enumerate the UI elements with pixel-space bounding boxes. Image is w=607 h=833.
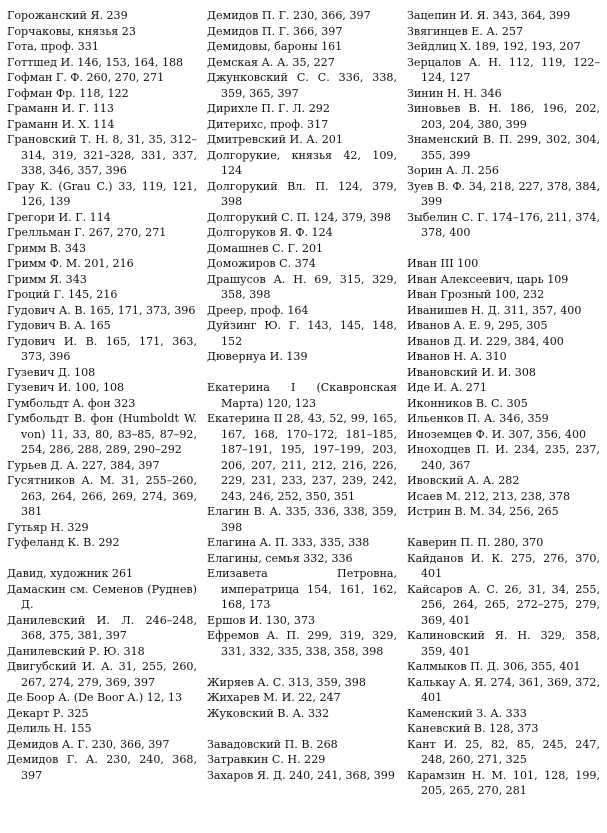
- index-entry: Гофман Г. Ф. 260, 270, 271: [7, 71, 165, 84]
- index-entry: Каверин П. П. 280, 370: [407, 536, 544, 549]
- index-entry: Двигубский И. А. 31, 255, 260, 267, 274, 279, 369, 397: [7, 660, 197, 689]
- index-entry: Давид, художник 261: [7, 567, 134, 580]
- index-entry: Гримм В. 343: [7, 241, 87, 255]
- index-entry: Граманн И. Х. 114: [7, 117, 115, 131]
- section-gap: [407, 241, 600, 257]
- index-entry: Ершов И. 130, 373: [207, 613, 316, 627]
- index-entry: Елизавета Петровна, императрица 154, 161, 162, 168, 173: [207, 567, 397, 611]
- index-entry: Иконников В. С. 305: [407, 396, 528, 410]
- index-entry: Дирихле П. Г. Л. 292: [207, 102, 330, 115]
- index-entry: Доможиров С. 374: [207, 257, 316, 270]
- index-entry: Завадовский П. В. 268: [207, 737, 338, 751]
- index-entry: Горчаковы, князья 23: [7, 24, 136, 38]
- index-entry: Долгорукие, князья 42, 109, 124: [207, 148, 397, 177]
- index-entry: Калмыков П. Д. 306, 355, 401: [407, 660, 581, 673]
- index-entry: Ефремов А. П. 299, 319, 329, 331, 332, 335, 338, 358, 398: [207, 629, 397, 658]
- index-entry: Екатерина I (Скавронская Марта) 120, 123: [207, 381, 397, 410]
- index-entry: Гузевич Д. 108: [7, 365, 96, 379]
- index-entry: Грановский Т. Н. 8, 31, 35, 312–314, 319, 321–328, 331, 337, 338, 346, 357, 396: [7, 133, 197, 177]
- section-gap: [407, 520, 600, 536]
- index-column-3: [407, 8, 600, 799]
- index-entry: Истрин В. М. 34, 256, 265: [407, 505, 559, 518]
- index-entry: Долгоруков Я. Ф. 124: [207, 226, 333, 239]
- index-entry: Звягинцев Е. А. 257: [407, 24, 524, 38]
- index-entry: Елагин В. А. 335, 336, 338, 359, 398: [207, 505, 397, 534]
- index-entry: Демидов П. Г. 366, 397: [207, 24, 343, 38]
- index-entry: Дмитревский И. А. 201: [207, 133, 343, 146]
- index-entry: Зыбелин С. Г. 174–176, 211, 374, 378, 400: [407, 210, 600, 239]
- index-entry: Демидов А. Г. 230, 366, 397: [7, 737, 170, 751]
- section-gap: [207, 659, 397, 675]
- index-entry: Зацепин И. Я. 343, 364, 399: [407, 9, 571, 22]
- index-entry: Калиновский Я. Н. 329, 358, 359, 401: [407, 629, 600, 658]
- index-entry: Знаменский В. П. 299, 302, 304, 355, 399: [407, 133, 600, 162]
- index-entry: Гутьяр Н. 329: [7, 520, 89, 534]
- index-entry: Елагина А. П. 333, 335, 338: [207, 536, 370, 549]
- index-entry: Зорин А. Л. 256: [407, 164, 499, 177]
- index-entry: Иван Алексеевич, царь 109: [407, 272, 569, 286]
- index-entry: Ильенков П. А. 346, 359: [407, 412, 549, 425]
- index-entry: Делиль Н. 155: [7, 722, 92, 735]
- index-entry: Грау К. (Grau C.) 33, 119, 121, 126, 139: [7, 179, 197, 208]
- index-entry: Долгорукий С. П. 124, 379, 398: [207, 210, 392, 224]
- index-entry: Домашнев С. Г. 201: [207, 241, 324, 255]
- index-entry: Кайсаров А. С. 26, 31, 34, 255, 256, 264, 265, 272–275, 279, 369, 401: [407, 582, 600, 627]
- index-entry: Гримм Я. 343: [7, 272, 87, 286]
- index-entry: Карамзин Н. М. 101, 128, 199, 205, 265, 270, 281: [407, 768, 600, 797]
- index-entry: Гота, проф. 331: [7, 40, 99, 53]
- index-entry: Долгорукий Вл. П. 124, 379, 398: [207, 179, 397, 208]
- index-entry: Зерцалов А. Н. 112, 119, 122–124, 127: [407, 55, 600, 84]
- index-entry: Каменский З. А. 333: [407, 706, 527, 720]
- index-entry: Дреер, проф. 164: [207, 303, 309, 317]
- index-entry: Демидов П. Г. 230, 366, 397: [207, 9, 371, 22]
- index-entry: Данилевский И. Л. 246–248, 368, 375, 381, 397: [7, 613, 197, 642]
- index-entry: Зейдлиц Х. 189, 192, 193, 207: [407, 40, 581, 53]
- index-entry: Ивовский А. А. 282: [407, 474, 520, 487]
- index-entry: Дитерихс, проф. 317: [207, 117, 329, 131]
- index-entry: Кайданов И. К. 275, 276, 370, 401: [407, 551, 600, 580]
- index-entry: Гусятников А. М. 31, 255–260, 263, 264, 266, 269, 274, 369, 381: [7, 474, 197, 518]
- index-entry: Граманн И. Г. 113: [7, 102, 114, 115]
- index-entry: Горожанский Я. 239: [7, 9, 128, 22]
- index-entry: Гудович В. А. 165: [7, 319, 111, 332]
- index-entry: Грелльман Г. 267, 270, 271: [7, 226, 167, 239]
- index-entry: Гудович И. В. 165, 171, 363, 373, 396: [7, 334, 197, 363]
- index-entry: Ивановский И. И. 308: [407, 365, 536, 379]
- index-entry: Жиряев А. С. 313, 359, 398: [207, 675, 366, 689]
- section-gap: [207, 721, 397, 737]
- section-gap: [7, 551, 197, 567]
- index-entry: Гуфеланд К. В. 292: [7, 536, 120, 549]
- index-entry: Иноходцев П. И. 234, 235, 237, 240, 367: [407, 443, 600, 472]
- index-entry: Дамаскин см. Семенов (Руднев) Д.: [7, 582, 197, 611]
- index-entry: Гримм Ф. М. 201, 216: [7, 257, 134, 270]
- index-entry: Жихарев М. И. 22, 247: [207, 691, 341, 704]
- section-gap: [207, 365, 397, 381]
- index-entry: Затравкин С. Н. 229: [207, 753, 326, 766]
- index-entry: Зиновьев В. Н. 186, 196, 202, 203, 204, 380, 399: [407, 102, 600, 131]
- index-entry: Иванишев Н. Д. 311, 357, 400: [407, 303, 582, 317]
- index-entry: Иван III 100: [407, 257, 479, 270]
- index-entry: Демидовы, бароны 161: [207, 40, 343, 53]
- index-entry: Готтшед И. 146, 153, 164, 188: [7, 55, 184, 69]
- index-entry: Демская А. А. 35, 227: [207, 55, 335, 69]
- index-entry: Иванов А. Е. 9, 295, 305: [407, 319, 548, 332]
- index-entry: Гумбольдт А. фон 323: [7, 396, 136, 410]
- index-entry: Кант И. 25, 82, 85, 245, 247, 248, 260, 271, 325: [407, 737, 600, 766]
- index-entry: Грегори И. Г. 114: [7, 210, 111, 224]
- index-column-2: [207, 8, 397, 783]
- index-entry: Иде И. А. 271: [407, 381, 487, 394]
- index-entry: Гузевич И. 100, 108: [7, 381, 125, 394]
- index-entry: Екатерина II 28, 43, 52, 99, 165, 167, 168, 170–172, 181–185, 187–191, 195, 197–199, 203, 206, 207, 211, 212, 216, 226, 229, 231, 233, 237, 239, 242, 243, 246, 252, 350, 351: [207, 412, 397, 503]
- index-entry: Захаров Я. Д. 240, 241, 368, 399: [207, 768, 395, 782]
- index-entry: Гурьев Д. А. 227, 384, 397: [7, 458, 160, 472]
- index-entry: Иноземцев Ф. И. 307, 356, 400: [407, 427, 587, 441]
- index-entry: Дуйзинг Ю. Г. 143, 145, 148, 152: [207, 319, 397, 348]
- index-entry: Де Боор А. (De Boor A.) 12, 13: [7, 691, 183, 704]
- index-column-1: [7, 8, 197, 783]
- index-entry: Елагины, семья 332, 336: [207, 551, 353, 565]
- index-entry: Декарт Р. 325: [7, 706, 89, 720]
- index-entry: Иван Грозный 100, 232: [407, 288, 545, 301]
- index-entry: Иванов Н. А. 310: [407, 350, 507, 363]
- index-entry: Данилевский Р. Ю. 318: [7, 644, 145, 658]
- index-entry: Калькау А. Я. 274, 361, 369, 372, 401: [407, 675, 600, 704]
- index-entry: Зинин Н. Н. 346: [407, 86, 502, 100]
- index-entry: Дювернуа И. 139: [207, 350, 308, 363]
- index-entry: Гроций Г. 145, 216: [7, 288, 118, 301]
- index-entry: Гофман Фр. 118, 122: [7, 86, 129, 100]
- index-entry: Драшусов А. Н. 69, 315, 329, 358, 398: [207, 272, 397, 301]
- index-entry: Гумбольдт В. фон (Humboldt W. von) 11, 33, 80, 83–85, 87–92, 254, 286, 288, 289, 290–292: [7, 412, 197, 456]
- index-entry: Зуев В. Ф. 34, 218, 227, 378, 384, 399: [407, 179, 600, 208]
- index-entry: Жуковский В. А. 332: [207, 706, 330, 720]
- index-entry: Каневский В. 128, 373: [407, 722, 539, 735]
- index-entry: Гудович А. В. 165, 171, 373, 396: [7, 303, 196, 317]
- index-entry: Демидов Г. А. 230, 240, 368, 397: [7, 753, 197, 782]
- index-entry: Исаев М. 212, 213, 238, 378: [407, 489, 571, 503]
- index-entry: Джунковский С. С. 336, 338, 359, 365, 397: [207, 71, 397, 100]
- index-entry: Иванов Д. И. 229, 384, 400: [407, 334, 564, 348]
